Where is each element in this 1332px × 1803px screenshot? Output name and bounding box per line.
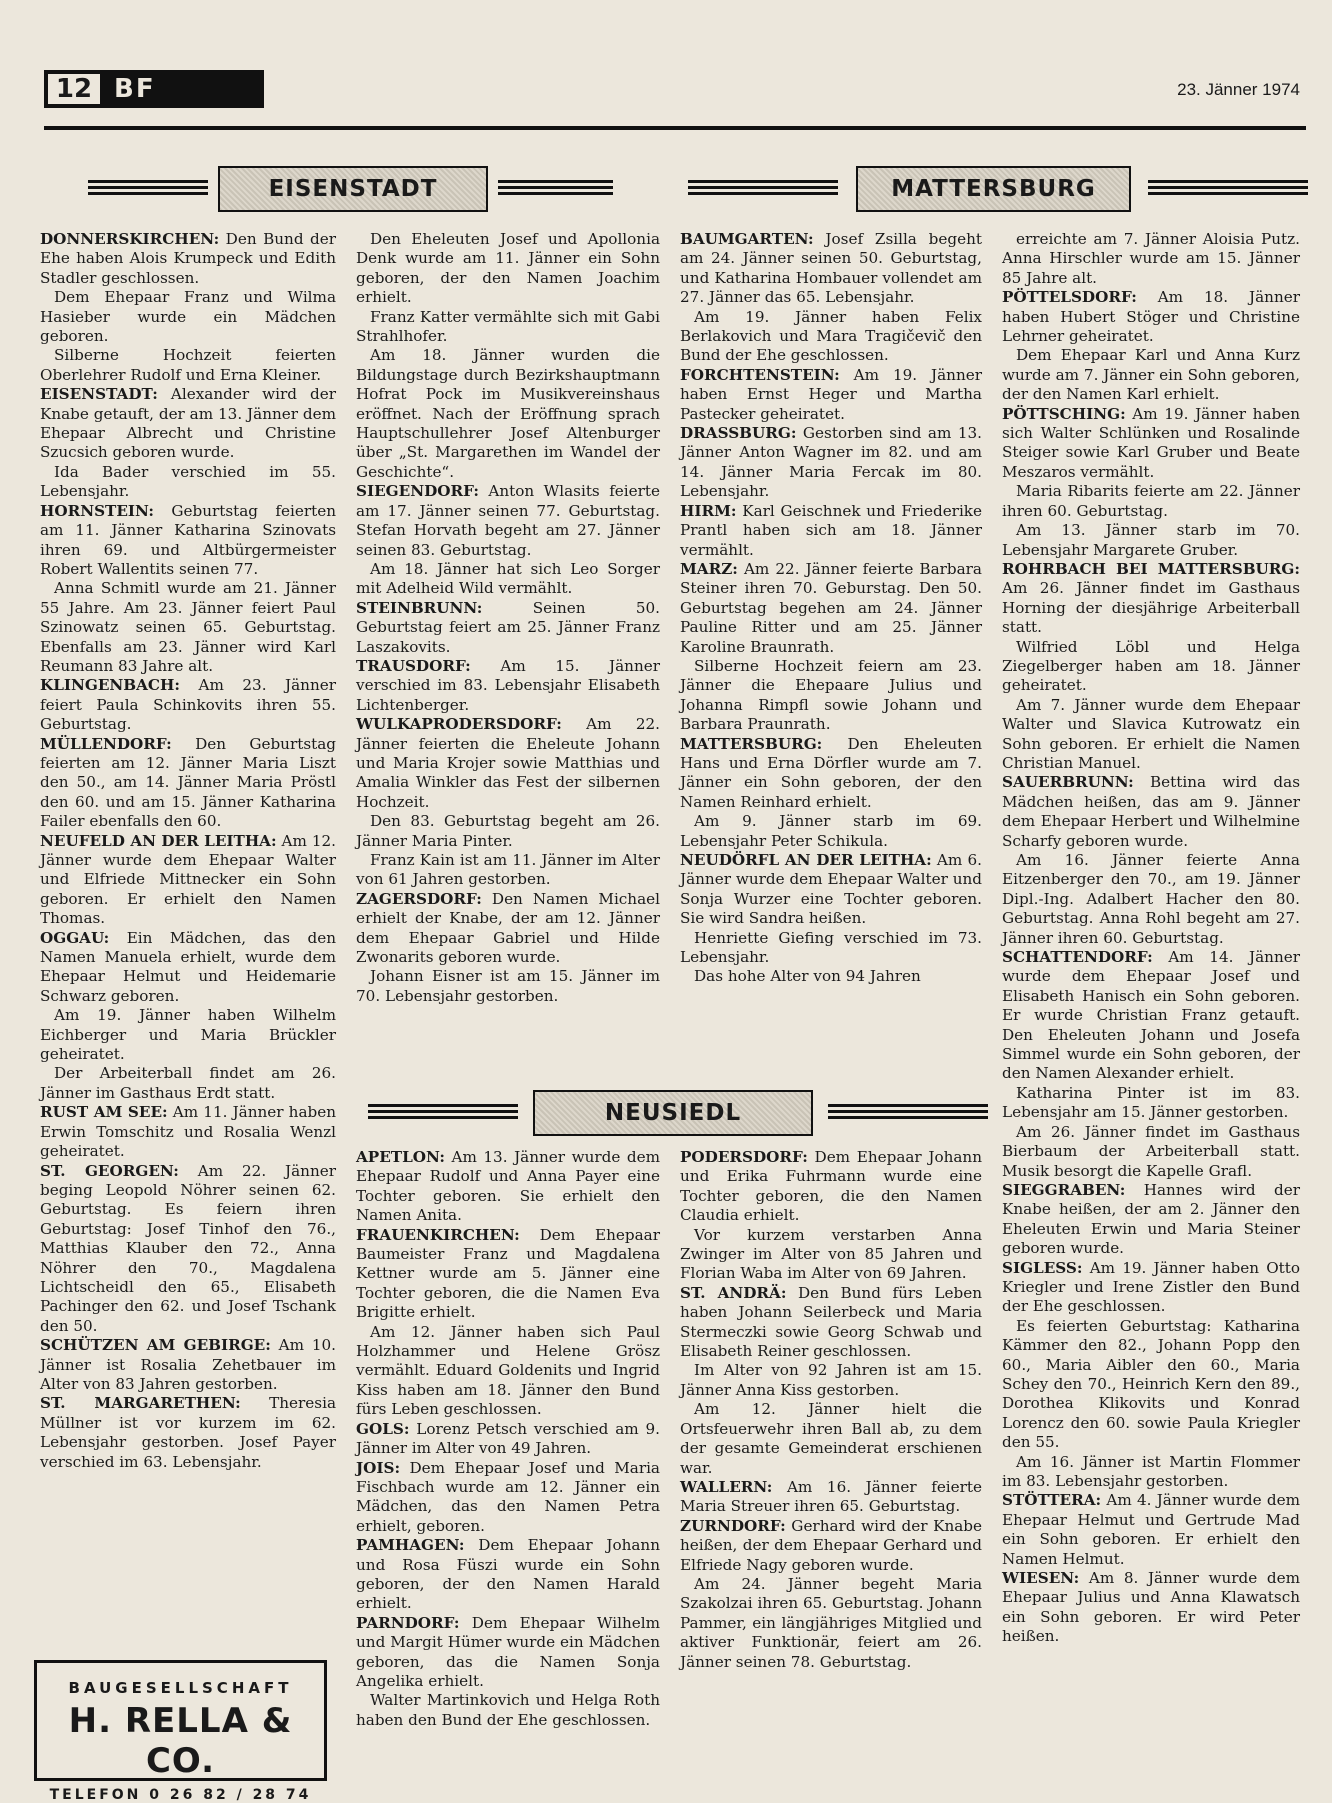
section-header-neusiedl [368,1090,988,1136]
place-heading: SIEGGRABEN: [1002,1180,1126,1199]
news-paragraph [680,1361,982,1400]
news-paragraph [40,735,336,832]
paragraph-text: Theresia Müllner ist vor kurzem im 62. Lebensjahr gestorben. Josef Payer verschied im 63. Lebensjahr. [40,1394,337,1471]
news-paragraph [1002,638,1300,696]
place-heading: PARNDORF: [356,1613,460,1632]
paragraph-text: Am 19. Jänner haben Otto Kriegler und Irene Zistler den Bund der Ehe geschlossen. [1002,1258,1300,1316]
news-paragraph [680,967,982,986]
issue-date: 23. Jänner 1974 [1177,80,1300,99]
paragraph-text: Am 11. Jänner haben Erwin Tomschitz und Rosalia Wenzl geheiratet. [40,1103,336,1161]
page-badge [44,70,264,108]
news-paragraph [356,890,660,968]
paragraph-text: Am 7. Jänner wurde dem Ehepaar Walter und Slavica Kutrowatz ein Sohn geboren. Er erhielt die Namen Christian Manuel. [1002,695,1300,772]
paragraph-text: Das hohe Alter von 94 Jahren [694,967,921,986]
news-paragraph [680,366,982,424]
place-heading: SCHÜTZEN AM GEBIRGE: [40,1336,271,1355]
news-paragraph [1002,1259,1300,1317]
news-paragraph [356,308,660,347]
paragraph-text: Den Eheleuten Josef und Apollonia Denk wurde am 11. Jänner ein Sohn geboren, der den Namen Joachim erhielt. [356,230,660,307]
paragraph-text: Am 19. Jänner haben Wilhelm Eichberger und Maria Brückler geheiratet. [40,1006,336,1064]
news-paragraph [1002,1453,1300,1492]
paragraph-text: Am 10. Jänner ist Rosalia Zehetbauer im Alter von 83 Jahren gestorben. [40,1336,336,1393]
paragraph-text: Am 26. Jänner findet im Gasthaus Horning der diesjährige Arbeiterball statt. [1002,579,1300,637]
paragraph-text: Anna Schmitl wurde am 21. Jänner 55 Jahre. Am 23. Jänner feiert Paul Szinowatz seinen 65. Geburtstag. Ebenfalls am 23. Jänner wird Karl Reumann 83 Jahre alt. [40,579,336,675]
place-heading: WULKAPRODERSDORF: [356,715,562,734]
news-paragraph [680,735,982,813]
paragraph-text: Am 4. Jänner wurde dem Ehepaar Helmut und Gertrude Mad ein Sohn geboren. Er erhielt den Namen Helmut. [1002,1491,1300,1568]
paragraph-text: Am 6. Jänner wurde dem Ehepaar Walter und Sonja Wurzer eine Tochter geboren. Sie wird Sandra heißen. [680,851,983,928]
paragraph-text: Am 26. Jänner findet im Gasthaus Bierbaum der Arbeiterball statt. Musik besorgt die Kapelle Grafl. [1002,1122,1300,1180]
paragraph-text: Franz Kain ist am 11. Jänner im Alter von 61 Jahren gestorben. [356,851,660,889]
news-paragraph [680,929,982,968]
stripes-left [88,180,208,198]
news-paragraph [40,1394,336,1472]
news-paragraph [40,463,336,502]
place-heading: HIRM: [680,501,737,520]
paragraph-text: Am 8. Jänner wurde dem Ehepaar Julius und Anna Klawatsch ein Sohn geboren. Er wird Peter heißen. [1002,1569,1300,1646]
page-number: 12 [46,72,102,106]
page-header [44,70,1306,110]
paragraph-text: Am 16. Jänner feierte Anna Eitzenberger den 70., am 19. Jänner Dipl.-Ing. Adalbert Hacher den 80. Geburtstag. Anna Rohl begeht am 27. Jänner ihren 60. Geburtstag. [1002,851,1300,947]
place-heading: PÖTTSCHING: [1002,404,1126,423]
news-paragraph [356,1226,660,1323]
place-heading: APETLON: [356,1148,445,1166]
news-paragraph [1002,288,1300,346]
paragraph-text: Am 9. Jänner starb im 69. Lebensjahr Peter Schikula. [680,812,982,850]
paragraph-text: Dem Ehepaar Wilhelm und Margit Hümer wurde ein Mädchen geboren, das die Namen Sonja Angelika erhielt. [356,1613,660,1690]
paragraph-text: Silberne Hochzeit feiern am 23. Jänner die Ehepaare Julius und Johanna Rimpfl sowie Johann und Barbara Praunrath. [680,656,982,734]
paragraph-text: Dem Ehepaar Karl und Anna Kurz wurde am 7. Jänner ein Sohn geboren, der den Namen Karl erhielt. [1002,346,1300,404]
place-heading: TRAUSDORF: [356,656,471,675]
column-eisenstadt-2 [356,230,660,1006]
ad-line-company-type: BAUGESELLSCHAFT [68,1679,293,1697]
place-heading: NEUDÖRFL AN DER LEITHA: [680,851,932,869]
place-heading: KLINGENBACH: [40,676,180,695]
news-paragraph [680,1575,982,1672]
news-paragraph [356,346,660,482]
paragraph-text: Am 12. Jänner hielt die Ortsfeuerwehr ihren Ball ab, zu dem der gesamte Gemeinderat erschienen war. [680,1400,982,1477]
news-paragraph [356,230,660,308]
news-paragraph [356,657,660,715]
place-heading: SIGLESS: [1002,1258,1083,1277]
paragraph-text: Vor kurzem verstarben Anna Zwinger im Alter von 85 Jahren und Florian Waba im Alter von 69 Jahren. [680,1225,982,1283]
news-paragraph [1002,1317,1300,1453]
paragraph-text: Dem Ehepaar Johann und Rosa Füszi wurde ein Sohn geboren, der den Namen Harald erhielt. [356,1536,660,1613]
news-paragraph [40,929,336,1007]
place-heading: WIESEN: [1002,1569,1080,1588]
paragraph-text: Im Alter von 92 Jahren ist am 15. Jänner Anna Kiss gestorben. [680,1361,982,1399]
news-paragraph [680,1284,982,1362]
place-heading: MATTERSBURG: [680,734,823,753]
paragraph-text: Den 83. Geburtstag begeht am 26. Jänner Maria Pinter. [356,812,660,850]
news-paragraph [680,657,982,735]
news-paragraph [680,502,982,560]
news-paragraph [40,1103,336,1161]
stripes-left [688,180,838,198]
section-title-eisenstadt: EISENSTADT [218,166,488,212]
paragraph-text: Wilfried Löbl und Helga Ziegelberger haben am 18. Jänner geheiratet. [1002,637,1300,695]
paragraph-text: Ida Bader verschied im 55. Lebensjahr. [40,462,336,501]
place-heading: MÜLLENDORF: [40,734,172,753]
section-title-neusiedl: NEUSIEDL [533,1090,813,1136]
place-heading: PODERSDORF: [680,1148,808,1166]
place-heading: STEINBRUNN: [356,598,483,617]
section-title-mattersburg: MATTERSBURG [856,166,1131,212]
ad-line-phone: TELEFON 0 26 82 / 28 74 [49,1787,312,1803]
news-paragraph [40,288,336,346]
paragraph-text: Am 22. Jänner feierte Barbara Steiner ihren 70. Geburstag. Den 50. Geburtstag begehen am 24. Jänner Pauline Ritter und am 25. Jänner Karoline Braunrath. [680,559,982,656]
paragraph-text: Gestorben sind am 13. Jänner Anton Wagner im 82. und am 14. Jänner Maria Fercak im 80. Lebensjahr. [680,424,982,501]
column-mattersburg-2 [1002,230,1300,1647]
paragraph-text: Franz Katter vermählte sich mit Gabi Strahlhofer. [356,307,660,346]
place-heading: MARZ: [680,559,738,578]
news-paragraph [680,308,982,366]
paragraph-text: Silberne Hochzeit feierten Oberlehrer Rudolf und Erna Kleiner. [40,346,336,384]
paragraph-text: Maria Ribarits feierte am 22. Jänner ihren 60. Geburtstag. [1002,482,1300,520]
stripes-right [498,180,613,198]
news-paragraph [680,1148,982,1226]
news-paragraph [356,1691,660,1730]
news-paragraph [356,967,660,1006]
paragraph-text: Dem Ehepaar Baumeister Franz und Magdalena Kettner wurde am 5. Jänner eine Tochter geboren, die die Namen Eva Brigitte erhielt. [356,1225,660,1322]
paragraph-text: Walter Martinkovich und Helga Roth haben den Bund der Ehe geschlossen. [356,1691,660,1729]
place-heading: ROHRBACH BEI MATTERSBURG: [1002,559,1300,578]
news-paragraph [356,482,660,560]
paragraph-text: Josef Zsilla begeht am 24. Jänner seinen 50. Geburtstag, und Katharina Hombauer vollendet am 27. Jänner das 65. Lebensjahr. [680,230,982,307]
place-heading: ST. MARGARETHEN: [40,1394,241,1413]
section-header-eisenstadt [88,166,613,212]
news-paragraph [1002,1181,1300,1259]
paragraph-text: Am 13. Jänner wurde dem Ehepaar Rudolf und Anna Payer eine Tochter geboren. Sie erhielt den Namen Anita. [356,1148,660,1225]
paragraph-text: Am 14. Jänner wurde dem Ehepaar Josef und Elisabeth Hanisch ein Sohn geboren. Er wurde Christian Franz getauft. Den Eheleuten Johann und Josefa Simmel wurde ein Sohn geboren, der den Namen Alexander erhielt. [1002,948,1300,1083]
news-paragraph [1002,521,1300,560]
news-paragraph [356,1536,660,1614]
news-paragraph [1002,1569,1300,1647]
place-heading: EISENSTADT: [40,385,158,404]
column-neusiedl-2 [680,1148,982,1672]
paragraph-text: Alexander wird der Knabe getauft, der am 13. Jänner dem Ehepaar Albrecht und Christine Szucsich geboren wurde. [40,385,336,462]
column-neusiedl-1 [356,1148,660,1730]
news-paragraph [356,715,660,812]
news-paragraph [356,1420,660,1459]
stripes-right [828,1104,988,1122]
place-heading: JOIS: [356,1458,401,1477]
news-paragraph [1002,230,1300,288]
place-heading: ST. GEORGEN: [40,1161,179,1180]
column-mattersburg-1 [680,230,982,987]
news-paragraph [680,424,982,502]
news-paragraph [356,1148,660,1226]
paragraph-text: Seinen 50. Geburtstag feiert am 25. Jänner Franz Laszakovits. [356,598,660,656]
section-header-mattersburg [688,166,1308,212]
place-heading: FORCHTENSTEIN: [680,365,840,384]
place-heading: ZURNDORF: [680,1516,786,1535]
place-heading: GOLS: [356,1419,410,1438]
place-heading: DRASSBURG: [680,424,797,443]
paragraph-text: Am 19. Jänner haben Felix Berlakovich und Mara Tragičevič den Bund der Ehe geschlossen. [680,307,982,365]
place-heading: PAMHAGEN: [356,1536,465,1555]
news-paragraph [1002,346,1300,404]
paragraph-text: Den Namen Michael erhielt der Knabe, der am 12. Jänner dem Ehepaar Gabriel und Hilde Zwonarits geboren wurde. [356,889,660,967]
news-paragraph [680,560,982,657]
paragraph-text: Am 23. Jänner feiert Paula Schinkovits ihren 55. Geburtstag. [40,676,336,734]
news-paragraph [1002,773,1300,851]
news-paragraph [356,851,660,890]
news-paragraph [680,1226,982,1284]
news-paragraph [40,832,336,929]
news-paragraph [40,230,336,288]
paragraph-text: Johann Eisner ist am 15. Jänner im 70. Lebensjahr gestorben. [356,967,660,1005]
place-heading: SCHATTENDORF: [1002,948,1153,967]
paragraph-text: Am 12. Jänner wurde dem Ehepaar Walter und Elfriede Mittnecker ein Sohn geboren. Er erhielt den Namen Thomas. [40,831,336,928]
paragraph-text: Am 19. Jänner haben sich Walter Schlünken und Rosalinde Steiger sowie Karl Gruber und Beate Meszaros vermählt. [1002,404,1300,481]
paragraph-text: Karl Geischnek und Friederike Prantl haben sich am 18. Jänner vermählt. [680,501,982,559]
header-rule [44,126,1306,130]
news-paragraph [40,385,336,463]
paragraph-text: Den Geburtstag feierten am 12. Jänner Maria Liszt den 50., am 14. Jänner Maria Pröstl den 60. und am 15. Jänner Katharina Failer ebenfalls den 60. [40,734,336,831]
stripes-left [368,1104,518,1122]
news-paragraph [356,1323,660,1420]
place-heading: ST. ANDRÄ: [680,1283,787,1302]
news-paragraph [40,1336,336,1394]
paragraph-text: Am 13. Jänner starb im 70. Lebensjahr Margarete Gruber. [1002,521,1300,559]
news-paragraph [40,1162,336,1337]
news-paragraph [680,1517,982,1575]
place-heading: DONNERSKIRCHEN: [40,230,220,248]
news-paragraph [356,599,660,657]
paragraph-text: Es feierten Geburtstag: Katharina Kämmer den 82., Johann Popp den 60., Maria Aibler den 60., Maria Schey den 70., Heinrich Kern den 89., Dorothea Klikovits und Konrad Lorencz den 60. sowie Paula Kriegler den 55. [1002,1316,1300,1452]
news-paragraph [40,579,336,676]
news-paragraph [40,676,336,734]
column-eisenstadt-1 [40,230,336,1472]
paragraph-text: Hannes wird der Knabe heißen, der am 2. Jänner den Eheleuten Erwin und Maria Steiner geboren wurde. [1002,1180,1300,1258]
paragraph-text: Am 18. Jänner haben Hubert Stöger und Christine Lehrner geheiratet. [1002,288,1300,346]
place-heading: SIEGENDORF: [356,482,479,501]
paragraph-text: Den Bund fürs Leben haben Johann Seilerbeck und Maria Stermeczki sowie Georg Schwab und Elisabeth Reiner geschlossen. [680,1283,983,1361]
place-heading: ZAGERSDORF: [356,889,482,908]
paragraph-text: Am 22. Jänner beging Leopold Nöhrer seinen 62. Geburtstag. Es feiern ihren Geburtstag: Josef Tinhof den 76., Matthias Klauber den 72., Anna Nöhrer den 70., Magdalena Lichtscheidl den 65., Elisabeth Pachinger den 62. und Josef Tschank den 50. [40,1161,336,1335]
news-paragraph [40,502,336,580]
news-paragraph [680,230,982,308]
paragraph-text: Henriette Giefing verschied im 73. Lebensjahr. [680,928,982,967]
news-paragraph [1002,560,1300,638]
news-paragraph [680,812,982,851]
paragraph-text: Am 19. Jänner haben Ernst Heger und Martha Pastecker geheiratet. [680,365,982,423]
paragraph-text: Dem Ehepaar Josef und Maria Fischbach wurde am 12. Jänner ein Mädchen, das den Namen Petra erhielt, geboren. [356,1458,660,1535]
paragraph-text: Am 18. Jänner hat sich Leo Sorger mit Adelheid Wild vermählt. [356,559,660,598]
paragraph-text: Lorenz Petsch verschied am 9. Jänner im Alter von 49 Jahren. [356,1419,660,1458]
news-paragraph [1002,1491,1300,1569]
news-paragraph [1002,1123,1300,1181]
paragraph-text: Den Bund der Ehe haben Alois Krumpeck und Edith Stadler geschlossen. [40,230,336,287]
paragraph-text: Dem Ehepaar Franz und Wilma Hasieber wurde ein Mädchen geboren. [40,288,336,346]
news-paragraph [356,1614,660,1692]
stripes-right [1148,180,1308,198]
news-paragraph [356,812,660,851]
paragraph-text: Am 16. Jänner ist Martin Flommer im 83. Lebensjahr gestorben. [1002,1452,1300,1490]
news-paragraph [680,1478,982,1517]
paragraph-text: erreichte am 7. Jänner Aloisia Putz. Anna Hirschler wurde am 15. Jänner 85 Jahre alt. [1002,230,1300,287]
place-heading: OGGAU: [40,928,110,947]
paragraph-text: Am 22. Jänner feierten die Eheleute Johann und Maria Krojer sowie Matthias und Amalia Winkler das Fest der silbernen Hochzeit. [356,715,660,811]
paragraph-text: Bettina wird das Mädchen heißen, das am 9. Jänner dem Ehepaar Herbert und Wilhelmine Scharfy geboren wurde. [1002,773,1300,850]
paragraph-text: Ein Mädchen, das den Namen Manuela erhielt, wurde dem Ehepaar Helmut und Heidemarie Schwarz geboren. [40,928,336,1005]
news-paragraph [356,560,660,599]
paragraph-text: Am 12. Jänner haben sich Paul Holzhammer und Helene Grösz vermählt. Eduard Goldenits und Ingrid Kiss haben am 18. Jänner den Bund fürs Leben geschlossen. [356,1322,660,1419]
page-tag: BF [114,74,156,104]
news-paragraph [1002,405,1300,483]
news-paragraph [680,851,982,929]
ad-line-company-name: H. RELLA & CO. [68,1701,293,1781]
paragraph-text: Geburtstag feierten am 11. Jänner Katharina Szinovats ihren 69. und Altbürgermeister Robert Wallentits seinen 77. [40,501,336,578]
paragraph-text: Am 24. Jänner begeht Maria Szakolzai ihren 65. Geburtstag. Johann Pammer, ein längjähriges Mitglied und aktiver Funktionär, feiert am 26. Jänner seinen 78. Geburtstag. [680,1574,982,1671]
news-paragraph [40,346,336,385]
news-paragraph [356,1459,660,1537]
place-heading: FRAUENKIRCHEN: [356,1225,520,1244]
paragraph-text: Dem Ehepaar Johann und Erika Fuhrmann wurde eine Tochter geboren, die den Namen Claudia erhielt. [680,1148,982,1225]
paragraph-text: Am 18. Jänner wurden die Bildungstage durch Bezirkshauptmann Hofrat Pock im Musikvereinshaus eröffnet. Nach der Eröffnung sprach Hauptschullehrer Josef Altenburger über „St. Margarethen im Wandel der Geschichte“. [356,346,660,481]
news-paragraph [1002,948,1300,1084]
news-paragraph [40,1006,336,1064]
place-heading: WALLERN: [680,1477,773,1496]
paragraph-text: Katharina Pinter ist im 83. Lebensjahr am 15. Jänner gestorben. [1002,1083,1300,1122]
news-paragraph [1002,482,1300,521]
paragraph-text: Den Eheleuten Hans und Erna Dörfler wurde am 7. Jänner ein Sohn geboren, der den Namen Reinhard erhielt. [680,734,982,811]
news-paragraph [1002,696,1300,774]
news-paragraph [40,1064,336,1103]
paragraph-text: Der Arbeiterball findet am 26. Jänner im Gasthaus Erdt statt. [40,1064,336,1102]
place-heading: BAUMGARTEN: [680,230,814,248]
place-heading: NEUFELD AN DER LEITHA: [40,831,277,850]
advertisement-rella [34,1660,327,1803]
news-paragraph [1002,1084,1300,1123]
place-heading: HORNSTEIN: [40,501,154,520]
place-heading: STÖTTERA: [1002,1491,1102,1510]
paragraph-text: Gerhard wird der Knabe heißen, der dem Ehepaar Gerhard und Elfriede Nagy geboren wurde. [680,1516,982,1574]
paragraph-text: Anton Wlasits feierte am 17. Jänner seinen 77. Geburtstag. Stefan Horvath begeht am 27. Jänner seinen 83. Geburtstag. [356,482,660,559]
place-heading: SAUERBRUNN: [1002,773,1134,792]
paragraph-text: Am 16. Jänner feierte Maria Streuer ihren 65. Geburtstag. [680,1477,982,1516]
place-heading: RUST AM SEE: [40,1103,168,1122]
news-paragraph [1002,851,1300,948]
place-heading: PÖTTELSDORF: [1002,288,1137,307]
paragraph-text: Am 15. Jänner verschied im 83. Lebensjahr Elisabeth Lichtenberger. [356,656,660,714]
news-paragraph [680,1400,982,1478]
